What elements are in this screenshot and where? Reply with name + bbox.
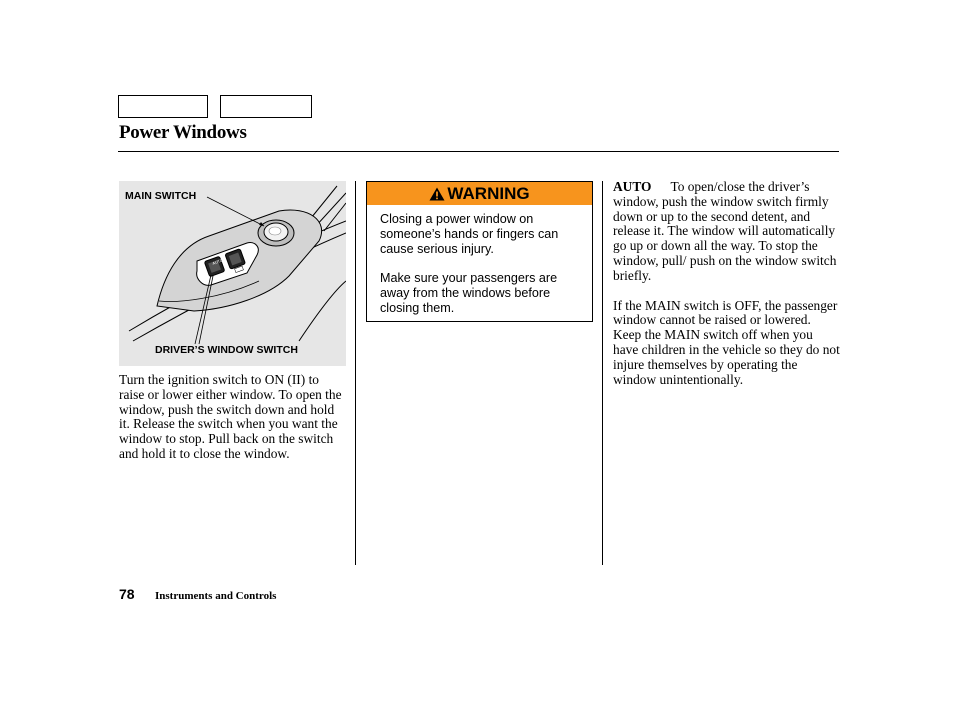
- right-column: [613, 180, 841, 387]
- main-switch-paragraph: If the MAIN switch is OFF, the passenger window cannot be raised or lowered. Keep the MAIN switch off when you have children in the vehicle so they do not injure themselves by operating the window unintentionally.: [613, 297, 840, 387]
- warning-header: [367, 182, 592, 205]
- callout-drivers-window-switch: DRIVER’S WINDOW SWITCH: [155, 344, 298, 356]
- warning-heading: WARNING: [447, 184, 530, 203]
- warning-paragraph: Make sure your passengers are away from the windows before closing them.: [380, 271, 558, 315]
- section-name: Instruments and Controls: [155, 590, 277, 602]
- nav-button-previous[interactable]: [118, 95, 208, 118]
- warning-box: [366, 181, 593, 322]
- title-rule: [118, 151, 839, 152]
- auto-paragraph: [613, 180, 841, 284]
- column-divider: [602, 181, 603, 565]
- callout-main-switch: MAIN SWITCH: [125, 190, 197, 202]
- instructions-text: Turn the ignition switch to ON (II) to raise or lower either window. To open the window, push the switch down and hold it. Release the switch when you want the window to stop. Pull back on the switch and hold it to close the window.: [119, 372, 342, 461]
- nav-button-next[interactable]: [220, 95, 312, 118]
- column-divider: [355, 181, 356, 565]
- warning-paragraph: Closing a power window on someone’s hands or fingers can cause serious injury.: [380, 212, 559, 256]
- page-title: Power Windows: [119, 122, 247, 143]
- page-number: 78: [119, 586, 135, 602]
- warning-triangle-icon: [429, 187, 445, 201]
- auto-label: AUTO: [613, 179, 652, 194]
- switch-auto-label: AUTO: [211, 257, 224, 266]
- auto-text: To open/close the driver’s window, push the window switch firmly down or up to the second detent, and release it. The window will automatically go up or down all the way. To stop the window, pull/ push on the window switch briefly.: [613, 179, 837, 283]
- door-panel-drawing: [119, 181, 346, 366]
- power-window-illustration: [119, 181, 346, 366]
